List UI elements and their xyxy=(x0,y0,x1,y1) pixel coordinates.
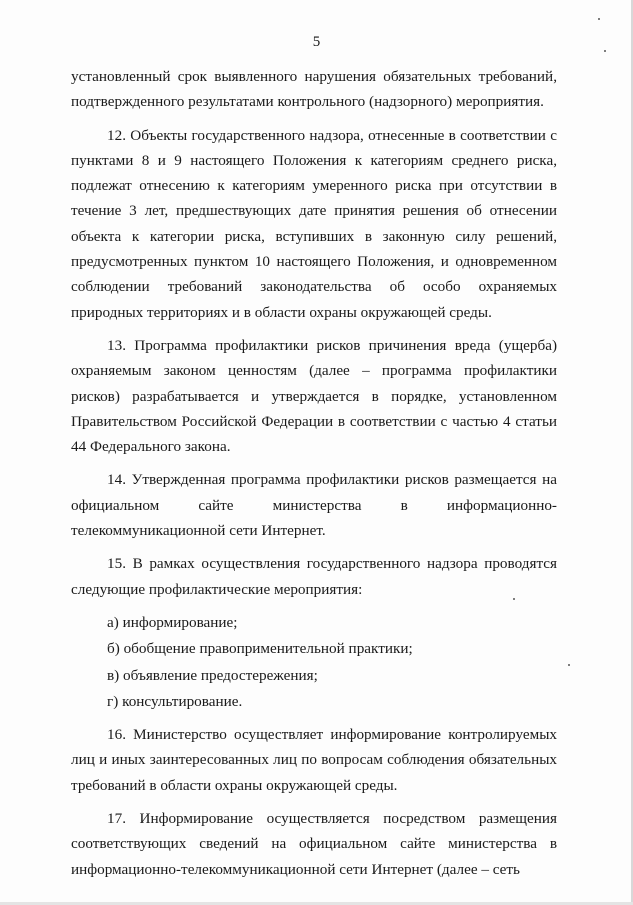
paragraph-12: 12. Объекты государственного надзора, отнесенные в соответствии с пунктами 8 и 9 настоящего Положения к категориям среднего риска, подлежат отнесению к категориям умеренного риска при отсутствии в течение 3 лет, предшествующих дате принятия решения об отнесении объекта к категории риска, вступивших в законную силу решений, предусмотренных пунктом 10 настоящего Положения, и одновременном соблюдении требований законодательства об особо охраняемых природных территориях и в области охраны окружающей среды. xyxy=(71,126,557,321)
paragraph-16: 16. Министерство осуществляет информирование контролируемых лиц и иных заинтересованных лиц по вопросам соблюдения обязательных требований в области охраны окружающей среды. xyxy=(71,726,557,794)
paragraph-14: 14. Утвержденная программа профилактики рисков размещается на официальном сайте министерства в информационно-телекоммуникационной сети Интернет. xyxy=(71,471,557,540)
paragraph-15: 15. В рамках осуществления государственного надзора проводятся следующие профилактические мероприятия: xyxy=(71,555,557,598)
paragraph-13: 13. Программа профилактики рисков причинения вреда (ущерба) охраняемым законом ценностям (далее – программа профилактики рисков) разрабатывается и утверждается в порядке, установленном Правительством Российской Федерации в соответствии с частью 4 статьи 44 Федерального закона. xyxy=(71,336,557,456)
list-item: а) информирование; xyxy=(107,613,238,631)
page-number: 5 xyxy=(312,34,321,50)
list-item: г) консультирование. xyxy=(107,692,243,710)
document-body xyxy=(71,64,557,882)
paragraph-17: 17. Информирование осуществляется посредством размещения соответствующих сведений на официальном сайте министерства в информационно-телекоммуникационной сети Интернет (далее – сеть xyxy=(71,810,557,878)
scan-speck xyxy=(598,18,600,20)
list-item: в) объявление предостережения; xyxy=(107,666,318,684)
paragraph-continuation: установленный срок выявленного нарушения обязательных требований, подтвержденного результатами контрольного (надзорного) мероприятия. xyxy=(71,68,557,111)
prevention-measures-list xyxy=(71,610,557,714)
scan-speck xyxy=(568,664,570,666)
list-item: б) обобщение правоприменительной практики; xyxy=(107,640,413,658)
